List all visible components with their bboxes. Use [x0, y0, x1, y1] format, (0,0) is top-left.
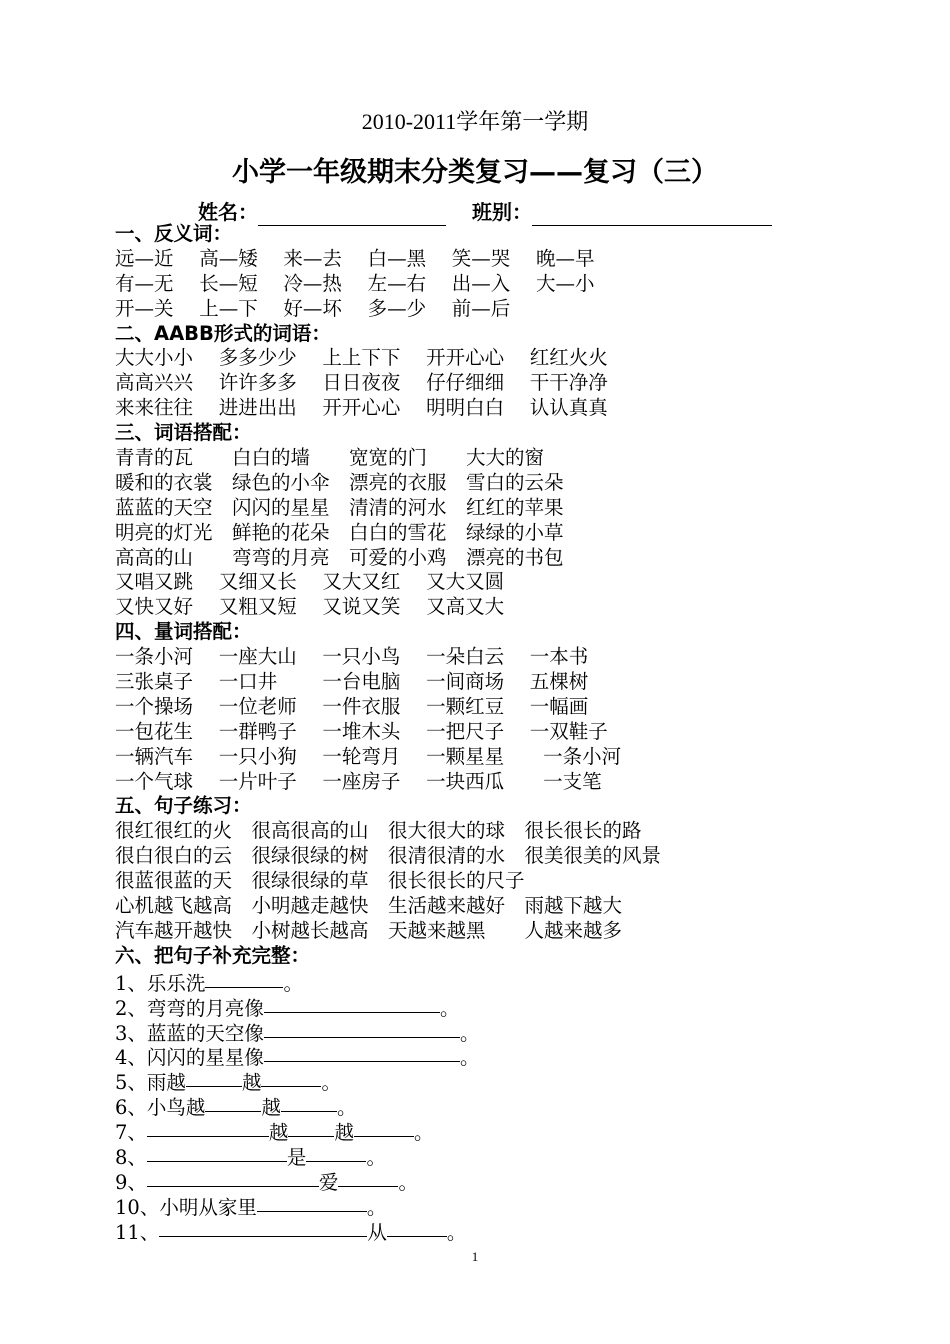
section-line: 很白很白的云 很绿很绿的树 很清很清的水 很美很美的风景 [115, 844, 662, 868]
fill-item-number: 9、 [115, 1170, 147, 1194]
section-line: 一个操场 一位老师 一件衣服 一颗红豆 一幅画 [115, 694, 589, 718]
section-line: 青青的瓦 白白的墙 宽宽的门 大大的窗 [115, 446, 545, 470]
fill-item-text: 越 [241, 1071, 262, 1095]
fill-item-text: 爱 [318, 1170, 339, 1194]
section-line: 大大小小 多多少少 上上下下 开开心心 红红火火 [115, 346, 608, 370]
section-line: 一辆汽车 一只小狗 一轮弯月 一颗星星 一条小河 [115, 744, 622, 768]
worksheet-content [115, 222, 915, 1243]
answer-blank[interactable] [261, 1068, 321, 1087]
section-line: 三张桌子 一口井 一台电脑 一间商场 五棵树 [115, 670, 589, 694]
answer-blank[interactable] [264, 1019, 460, 1038]
fill-item-number: 4、 [115, 1046, 147, 1070]
section-heading: 五、句子练习： [115, 794, 252, 818]
fill-item [115, 1193, 915, 1218]
class-label: 班别： [472, 200, 532, 224]
fill-item-text: 小明从家里 [159, 1195, 257, 1219]
section-heading: 三、词语搭配： [115, 421, 252, 445]
fill-item-text: 。 [321, 1071, 341, 1095]
section-line: 心机越飞越高 小明越走越快 生活越来越好 雨越下越大 [115, 894, 623, 918]
fill-item-text: 越 [268, 1121, 289, 1145]
answer-blank[interactable] [288, 1118, 334, 1137]
fill-item-text: 蓝蓝的天空像 [146, 1021, 264, 1045]
fill-item-number: 7、 [115, 1121, 147, 1145]
fill-item-number: 2、 [115, 996, 147, 1020]
fill-item [115, 1093, 915, 1118]
section-line: 很红很红的火 很高很高的山 很大很大的球 很长很长的路 [115, 819, 642, 843]
answer-blank[interactable] [205, 969, 283, 988]
section-line: 一个气球 一片叶子 一座房子 一块西瓜 一支笔 [115, 769, 602, 793]
answer-blank[interactable] [209, 1143, 287, 1162]
fill-item-text: 是 [286, 1145, 307, 1169]
fill-item-text: 。 [336, 1096, 357, 1120]
section-line: 很蓝很蓝的天 很绿很绿的草 很长很长的尺子 [115, 869, 525, 893]
fill-item [115, 1019, 915, 1044]
section-heading: 二、AABB形式的词语： [115, 321, 331, 345]
fill-item-text: 弯弯的月亮像 [146, 996, 264, 1020]
fill-item-text: 。 [413, 1121, 434, 1145]
fill-item-text: 。 [366, 1145, 386, 1169]
fill-item-text: 雨越 [146, 1071, 186, 1095]
answer-blank[interactable] [159, 1218, 239, 1237]
name-label: 姓名： [198, 200, 258, 224]
fill-item-text: 。 [459, 1021, 480, 1045]
answer-blank[interactable] [264, 1043, 460, 1062]
section-line: 来来往往 进进出出 开开心心 明明白白 认认真真 [115, 396, 608, 420]
fill-item-text: 越 [261, 1096, 281, 1120]
fill-item [115, 1118, 915, 1143]
section-heading: 四、量词搭配： [115, 620, 252, 644]
section-line: 汽车越开越快 小树越长越高 天越来越黑 人越来越多 [115, 918, 623, 942]
fill-item-text: 乐乐洗 [146, 971, 206, 995]
fill-item-text: 越 [334, 1121, 354, 1145]
fill-item-text: 。 [398, 1170, 418, 1194]
answer-blank[interactable] [186, 1068, 242, 1087]
answer-blank[interactable] [205, 1093, 261, 1112]
fill-item-number: 10、 [115, 1195, 160, 1219]
answer-blank[interactable] [281, 1093, 337, 1112]
answer-blank[interactable] [147, 1168, 213, 1187]
section-line: 高高兴兴 许许多多 日日夜夜 仔仔细细 干干净净 [115, 371, 608, 395]
answer-blank[interactable] [387, 1218, 447, 1237]
fill-item [115, 1218, 915, 1243]
fill-item-number: 6、 [115, 1096, 147, 1120]
section-line: 开—关 上—下 好—坏 多—少 前—后 [115, 296, 511, 320]
fill-item-number: 3、 [115, 1021, 147, 1045]
page-number: 1 [471, 1249, 479, 1264]
section-line: 有—无 长—短 冷—热 左—右 出—入 大—小 [115, 271, 595, 295]
fill-item-number: 8、 [115, 1145, 147, 1169]
fill-item [115, 969, 915, 994]
fill-item [115, 1068, 915, 1093]
section-line: 明亮的灯光 鲜艳的花朵 白白的雪花 绿绿的小草 [115, 520, 564, 544]
answer-blank[interactable] [338, 1168, 398, 1187]
fill-item-text: 。 [439, 996, 460, 1020]
section-line: 高高的山 弯弯的月亮 可爱的小鸡 漂亮的书包 [115, 545, 564, 569]
fill-item-number: 1、 [115, 971, 147, 995]
section-line: 一包花生 一群鸭子 一堆木头 一把尺子 一双鞋子 [115, 719, 608, 743]
fill-item-text: 。 [366, 1195, 387, 1219]
section-heading: 一、反义词： [115, 222, 233, 245]
answer-blank[interactable] [213, 1118, 269, 1137]
page-title: 小学一年级期末分类复习——复习（三） [232, 157, 718, 188]
fill-item [115, 1143, 915, 1168]
answer-blank[interactable] [354, 1118, 414, 1137]
answer-blank[interactable] [213, 1168, 319, 1187]
section-line: 蓝蓝的天空 闪闪的星星 清清的河水 红红的苹果 [115, 495, 564, 519]
answer-blank[interactable] [264, 994, 440, 1013]
section-line: 又唱又跳 又细又长 又大又红 又大又圆 [115, 570, 505, 594]
fill-item-text: 。 [283, 971, 303, 995]
fill-item-number: 5、 [115, 1071, 147, 1095]
section-line: 又快又好 又粗又短 又说又笑 又高又大 [115, 595, 505, 619]
answer-blank[interactable] [147, 1143, 209, 1162]
answer-blank[interactable] [147, 1118, 213, 1137]
section-line: 一条小河 一座大山 一只小鸟 一朵白云 一本书 [115, 645, 589, 669]
fill-item [115, 1043, 915, 1068]
answer-blank[interactable] [257, 1193, 367, 1212]
fill-item-text: 闪闪的星星像 [146, 1046, 264, 1070]
fill-item-text: 从 [367, 1220, 387, 1244]
answer-blank[interactable] [306, 1143, 366, 1162]
fill-item-text: 小鸟越 [146, 1096, 206, 1120]
term-heading: 2010-2011学年第一学期 [361, 109, 589, 134]
section-heading: 六、把句子补充完整： [115, 943, 311, 967]
fill-item [115, 1168, 915, 1193]
fill-item-number: 11、 [115, 1220, 160, 1244]
fill-item-text: 。 [446, 1220, 467, 1244]
section-line: 暖和的衣裳 绿色的小伞 漂亮的衣服 雪白的云朵 [115, 470, 564, 494]
answer-blank[interactable] [239, 1218, 367, 1237]
fill-item [115, 994, 915, 1019]
section-line: 远—近 高—矮 来—去 白—黑 笑—哭 晚—早 [115, 246, 595, 270]
fill-item-text: 。 [459, 1046, 480, 1070]
